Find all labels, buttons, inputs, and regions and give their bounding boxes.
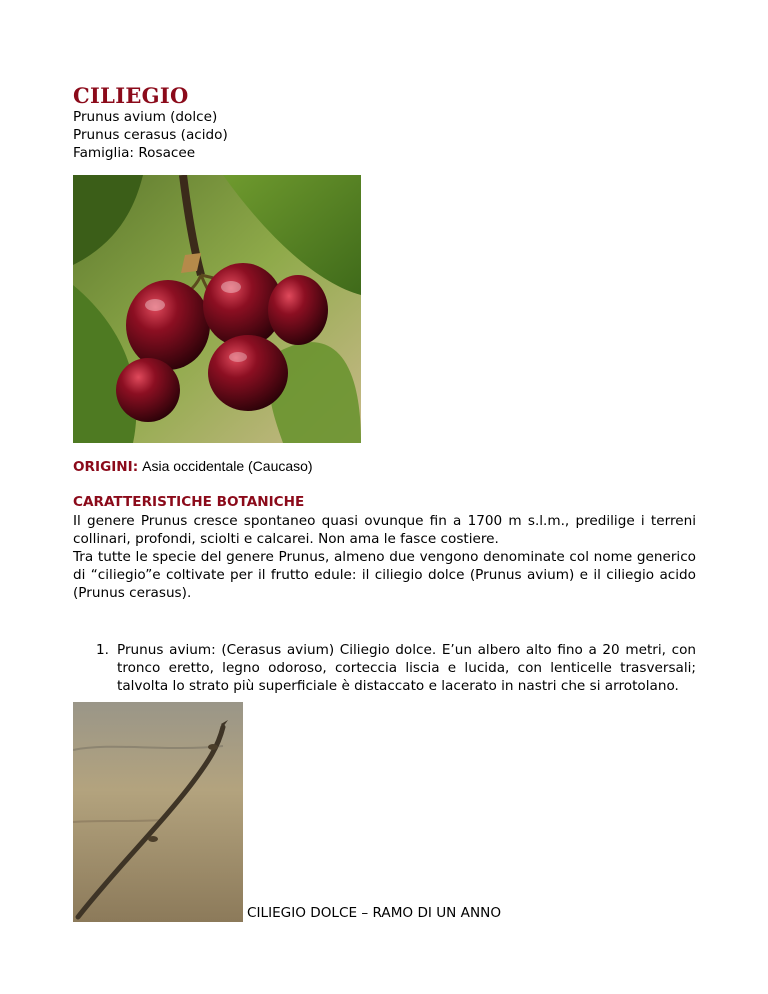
cherries-photo <box>73 175 361 443</box>
caratteristiche-heading: CARATTERISTICHE BOTANICHE <box>73 494 305 510</box>
numbered-list <box>96 641 696 695</box>
caratteristiche-paragraph-1: Il genere Prunus cresce spontaneo quasi ovunque fin a 1700 m s.l.m., predilige i terreni collinari, profondi, sciolti e calcarei. Non ama le fasce costiere. <box>73 513 696 547</box>
origini-value: Asia occidentale (Caucaso) <box>142 458 313 474</box>
subtitle-line-famiglia: Famiglia: Rosacee <box>73 145 196 161</box>
document-title: CILIEGIO <box>73 83 189 108</box>
list-item <box>96 641 696 695</box>
caratteristiche-paragraph-2: Tra tutte le specie del genere Prunus, almeno due vengono denominate col nome generico di “ciliegio”e coltivate per il frutto edule: il ciliegio dolce (Prunus avium) e il ciliegio acido (Prunus cerasus). <box>73 549 696 601</box>
subtitle-line-avium: Prunus avium (dolce) <box>73 109 218 125</box>
origini-label: ORIGINI: <box>73 459 139 475</box>
branch-photo <box>73 702 243 922</box>
list-item-text: Prunus avium: (Cerasus avium) Ciliegio dolce. E’un albero alto fino a 20 metri, con tronco eretto, legno odoroso, corteccia liscia e lucida, con lenticelle trasversali; talvolta lo strato più superficiale è distaccato e lacerato in nastri che si arrotolano. <box>117 642 696 694</box>
subtitle-line-cerasus: Prunus cerasus (acido) <box>73 127 228 143</box>
branch-caption: CILIEGIO DOLCE – RAMO DI UN ANNO <box>247 905 502 921</box>
origini-row <box>73 458 313 475</box>
list-item-number: 1. <box>96 642 109 658</box>
